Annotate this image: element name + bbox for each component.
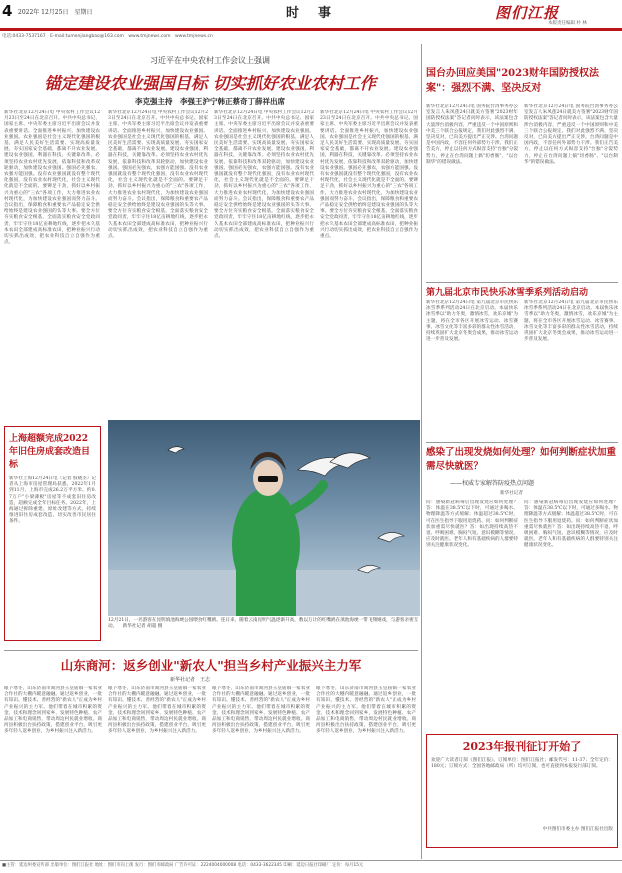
footer-line: ■主管：延边州委宣传部 出版单位：图们江报社 地址：图们市向上街 发行：图们市邮政局 广告许可证：2224004000008 电话：0433-3622345 印刷：延边日报社印刷厂 定价：每月15元 <box>2 863 364 868</box>
right-mid-headline: 第九届北京市民快乐冰雪季系列活动启动 <box>426 288 589 298</box>
lead-body-col-1: 新华社北京12月24日电 中央农村工作会议12月23日至24日在北京召开。中共中央总书记、国家主席、中央军委主席习近平出席会议并发表重要讲话。全面推进乡村振兴，加快建设农业强国。农业强国是社会主义现代化强国的根基，满足人民美好生活需要、实现高质量发展、夯实国家安全基础，都离不开农业发展。建设农业强国，利器在科技，关键靠改革。必须坚持农业农村优先发展，依靠科技和改革双轮驱动，加快建设农业强国。强国必先强农，农强方能国强。没有农业强国就没有整个现代化强国，没有农业农村现代化，社会主义现代化就是不全面的。要铆足干劲，抓好以乡村振兴为重心的"三农"各项工作，大力推进农业农村现代化，为加快建设农业强国而努力奋斗。会议指出，保障粮食和重要农产品稳定安全供给始终是建设农业强国的头等大事。要全方位夯实粮食安全根基，全面落实粮食安全党政同责，牢牢守住18亿亩耕地红线，逐步把永久基本农田全部建成高标准农田，把种业振兴行动切实抓出成效，把农业科技自立自强作为重点。 <box>4 110 100 246</box>
right-low-subhead: ——权威专家解答防疫热点问题 <box>450 480 535 487</box>
right-mid-col-2: 新华社北京12月24日电 第九届北京市民快乐冰雪季系列活动24日在北京启动。本届快乐冰雪季以"助力冬奥，激情冰雪，欢乐京城"为主题，将在全市各区开展冰雪运动、冰雪赛事、冰雪文化等丰富多彩的群众性冰雪活动，持续巩固扩大北京冬奥会成果，推动冰雪运动进一步普及发展。 <box>524 300 618 343</box>
right-low-byline: 新华社记者 <box>500 491 523 496</box>
subscription-headline: 2023年报刊征订开始了 <box>462 740 582 753</box>
bottom-story-col-3: 眼下寒冬，山东济南市商河县玉皇庙镇一家农业合作社的大棚内暖意融融。通过返乡创业，一批有知识、懂技术、善经营的"新农人"正成为乡村产业振兴的主力军。他们带着在城市积累的资金、技术和理念回到家乡，发展特色种植、农产品加工和电商销售，带动周边村民就业增收。商河县积极出台扶持政策，搭建创业平台，吸引更多年轻人返乡创业，为乡村振兴注入新活力。 <box>212 686 310 735</box>
boxed-story-headline: 上海超额完成2022年旧住房成套改造目标 <box>9 434 91 470</box>
footer-rule <box>0 860 622 861</box>
subscription-publisher: 中共图们市委主办 图们江报社出版 <box>542 827 613 832</box>
bottom-story-col-4: 眼下寒冬，山东济南市商河县玉皇庙镇一家农业合作社的大棚内暖意融融。通过返乡创业，一批有知识、懂技术、善经营的"新农人"正成为乡村产业振兴的主力军。他们带着在城市积累的资金、技术和理念回到家乡，发展特色种植、农产品加工和电商销售，带动周边村民就业增收。商河县积极出台扶持政策，搭建创业平台，吸引更多年轻人返乡创业，为乡村振兴注入新活力。 <box>316 686 416 735</box>
right-mid-col-1: 新华社北京12月24日电 第九届北京市民快乐冰雪季系列活动24日在北京启动。本届快乐冰雪季以"助力冬奥，激情冰雪，欢乐京城"为主题，将在全市各区开展冰雪运动、冰雪赛事、冰雪文化等丰富多彩的群众性冰雪活动，持续巩固扩大北京冬奥会成果，推动冰雪运动进一步普及发展。 <box>426 300 518 343</box>
right-low-rule <box>426 442 618 443</box>
lead-body-col-3: 新华社北京12月24日电 中央农村工作会议12月23日至24日在北京召开。中共中央总书记、国家主席、中央军委主席习近平出席会议并发表重要讲话。全面推进乡村振兴，加快建设农业强国。农业强国是社会主义现代化强国的根基，满足人民美好生活需要、实现高质量发展、夯实国家安全基础，都离不开农业发展。建设农业强国，利器在科技，关键靠改革。必须坚持农业农村优先发展，依靠科技和改革双轮驱动，加快建设农业强国。强国必先强农，农强方能国强。没有农业强国就没有整个现代化强国，没有农业农村现代化，社会主义现代化就是不全面的。要铆足干劲，抓好以乡村振兴为重心的"三农"各项工作，大力推进农业农村现代化，为加快建设农业强国而努力奋斗。会议指出，保障粮食和重要农产品稳定安全供给始终是建设农业强国的头等大事。要全方位夯实粮食安全根基，全面落实粮食安全党政同责，牢牢守住18亿亩耕地红线，逐步把永久基本农田全部建成高标准农田，把种业振兴行动切实抓出成效，把农业科技自立自强作为重点。 <box>214 110 314 240</box>
right-top-col-2: 新华社北京12月24日电 国务院台湾事务办公室发言人朱凤莲24日就美方签署"2023财年国防授权法案"答记者问时表示，该法案包含大量涉台消极内容，严重违反一个中国原则和中美三个联合公报规定，我们对此强烈不满、坚决反对，已向美方提出严正交涉。台湾问题是中国内政，不容任何外部势力干涉。我们正告美方，停止以任何方式纵容支持"台独"分裂势力，停止在台湾问题上搞"切香肠"、"以台制华"的错误做法。 <box>524 104 618 165</box>
subscription-body: 欢迎广大读者订阅《图们江报》。订阅单位：图们江报社；邮发代号：11-37；全年定价：180元；订阅方式：全国各地邮政局（所）均可订阅，也可直接到本报发行部订阅。 <box>431 758 613 770</box>
photo-credit: 新华社记者 胡超 摄 <box>122 624 163 630</box>
bottom-story-col-1: 眼下寒冬，山东济南市商河县玉皇庙镇一家农业合作社的大棚内暖意融融。通过返乡创业，一批有知识、懂技术、善经营的"新农人"正成为乡村产业振兴的主力军。他们带着在城市积累的资金、技术和理念回到家乡，发展特色种植、农产品加工和电商销售，带动周边村民就业增收。商河县积极出台扶持政策，搭建创业平台，吸引更多年轻人返乡创业，为乡村振兴注入新活力。 <box>4 686 102 735</box>
right-low-headline: 感染了出现发烧如何处理？如何判断症状加重需尽快就医？ <box>426 447 617 472</box>
boxed-story <box>4 426 101 641</box>
section-title: 时 事 <box>285 6 334 21</box>
right-mid-rule <box>426 282 618 283</box>
photo-caption-text: 12月21日，一名游客在昆明滇池海埂公园喂食红嘴鸥。连日来，随着云南昆明气温逐渐升高，数以万计的红嘴鸥在滇池海埂一带飞翔嬉戏，与游客亲密互动。 <box>108 618 419 630</box>
photo-illustration <box>108 420 420 616</box>
photo-caption <box>108 618 420 630</box>
date-line: 2022年 12月25日 星期日 <box>18 9 93 16</box>
subscription-box <box>426 734 618 848</box>
contact-line: 电话:0433-7537167 E-mail:tumenjiangbao@163.com www.tmjnews.com www.tmjnews.cn <box>2 34 213 39</box>
column-divider <box>421 44 422 859</box>
right-top-col-1: 新华社北京12月24日电 国务院台湾事务办公室发言人朱凤莲24日就美方签署"2023财年国防授权法案"答记者问时表示，该法案包含大量涉台消极内容，严重违反一个中国原则和中美三个联合公报规定，我们对此强烈不满、坚决反对，已向美方提出严正交涉。台湾问题是中国内政，不容任何外部势力干涉。我们正告美方，停止以任何方式纵容支持"台独"分裂势力，停止在台湾问题上搞"切香肠"、"以台制华"的错误做法。 <box>426 104 518 165</box>
lead-subhead: 李克强主持 李强王沪宁韩正蔡奇丁薛祥出席 <box>135 97 285 106</box>
lead-body-col-4: 新华社北京12月24日电 中央农村工作会议12月23日至24日在北京召开。中共中央总书记、国家主席、中央军委主席习近平出席会议并发表重要讲话。全面推进乡村振兴，加快建设农业强国。农业强国是社会主义现代化强国的根基，满足人民美好生活需要、实现高质量发展、夯实国家安全基础，都离不开农业发展。建设农业强国，利器在科技，关键靠改革。必须坚持农业农村优先发展，依靠科技和改革双轮驱动，加快建设农业强国。强国必先强农，农强方能国强。没有农业强国就没有整个现代化强国，没有农业农村现代化，社会主义现代化就是不全面的。要铆足干劲，抓好以乡村振兴为重心的"三农"各项工作，大力推进农业农村现代化，为加快建设农业强国而努力奋斗。会议指出，保障粮食和重要农产品稳定安全供给始终是建设农业强国的头等大事。要全方位夯实粮食安全根基，全面落实粮食安全党政同责，牢牢守住18亿亩耕地红线，逐步把永久基本农田全部建成高标准农田，把种业振兴行动切实抓出成效，把农业科技自立自强作为重点。 <box>320 110 418 240</box>
bottom-story-headline: 山东商河：返乡创业"新农人"担当乡村产业振兴主力军 <box>60 658 362 673</box>
newspaper-logo: 图们江报 <box>495 4 560 22</box>
right-top-headline: 国台办回应美国"2023财年国防授权法案"：强烈不满、坚决反对 <box>426 68 600 94</box>
lead-kicker: 习近平在中央农村工作会议上强调 <box>150 56 270 65</box>
right-low-col-1: 问：感染新冠病毒后出现发烧应如何处理？答：体温在38.5℃以下时，可通过多喝水、物理降温等方式缓解；体温超过38.5℃时，可在医生指导下服用退烧药。问：如何判断症状加重需尽快就医？答：如出现持续高热不退、呼吸困难、胸闷气短、意识模糊等情况，应及时就医。老年人和有基础疾病的人群要特别关注健康状况变化。 <box>426 500 518 549</box>
boxed-story-body: 新华社上海12月24日电（记者 殷晓圣）记者从上海市房屋管理局获悉，2022年1月到11月，上海市完成26.2万平方米、约0.7万户"小梁薄板"房屋等不成套旧住房改造，超额完成全年目标任务。2022年，上海通过拆除重建、原址改建等方式，持续推进旧住房成套改造，切实改善市民居住条件。 <box>9 476 96 525</box>
bottom-story-col-2: 眼下寒冬，山东济南市商河县玉皇庙镇一家农业合作社的大棚内暖意融融。通过返乡创业，一批有知识、懂技术、善经营的"新农人"正成为乡村产业振兴的主力军。他们带着在城市积累的资金、技术和理念回到家乡，发展特色种植、农产品加工和电商销售，带动周边村民就业增收。商河县积极出台扶持政策，搭建创业平台，吸引更多年轻人返乡创业，为乡村振兴注入新活力。 <box>108 686 206 735</box>
bottom-story-rule <box>4 650 418 651</box>
lead-body-col-2: 新华社北京12月24日电 中央农村工作会议12月23日至24日在北京召开。中共中央总书记、国家主席、中央军委主席习近平出席会议并发表重要讲话。全面推进乡村振兴，加快建设农业强国。农业强国是社会主义现代化强国的根基，满足人民美好生活需要、实现高质量发展、夯实国家安全基础，都离不开农业发展。建设农业强国，利器在科技，关键靠改革。必须坚持农业农村优先发展，依靠科技和改革双轮驱动，加快建设农业强国。强国必先强农，农强方能国强。没有农业强国就没有整个现代化强国，没有农业农村现代化，社会主义现代化就是不全面的。要铆足干劲，抓好以乡村振兴为重心的"三农"各项工作，大力推进农业农村现代化，为加快建设农业强国而努力奋斗。会议指出，保障粮食和重要农产品稳定安全供给始终是建设农业强国的头等大事。要全方位夯实粮食安全根基，全面落实粮食安全党政同责，牢牢守住18亿亩耕地红线，逐步把永久基本农田全部建成高标准农田，把种业振兴行动切实抓出成效，把农业科技自立自强作为重点。 <box>108 110 208 240</box>
right-low-col-2: 问：感染新冠病毒后出现发烧应如何处理？答：体温在38.5℃以下时，可通过多喝水、物理降温等方式缓解；体温超过38.5℃时，可在医生指导下服用退烧药。问：如何判断症状加重需尽快就医？答：如出现持续高热不退、呼吸困难、胸闷气短、意识模糊等情况，应及时就医。老年人和有基础疾病的人群要特别关注健康状况变化。 <box>524 500 618 549</box>
masthead <box>0 0 622 42</box>
lead-headline: 锚定建设农业强国目标 切实抓好农业农村工作 <box>44 74 376 93</box>
masthead-rule <box>0 28 622 31</box>
page-number: 4 <box>2 2 13 20</box>
photo-gulls <box>108 420 420 616</box>
editor-line: 本版责任编辑 朴 林 <box>548 21 587 26</box>
bottom-story-byline: 新华社记者 王志 <box>170 677 211 683</box>
